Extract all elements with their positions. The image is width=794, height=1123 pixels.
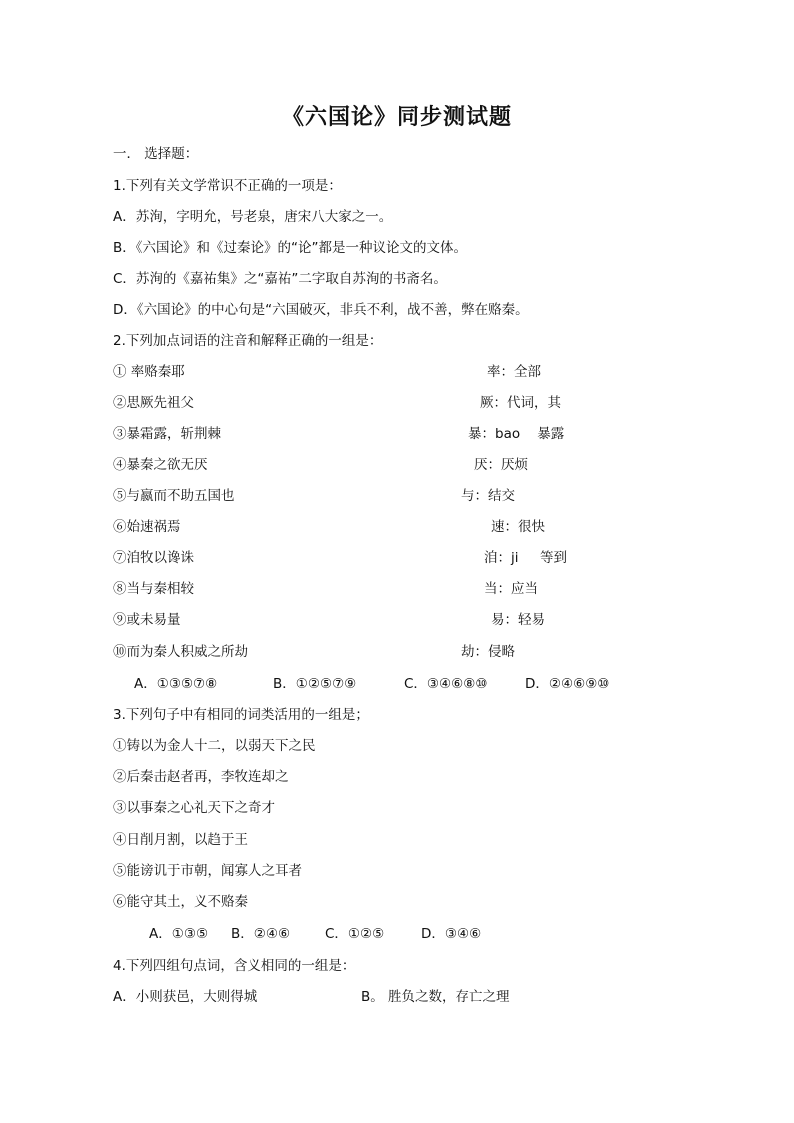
- question-3-item: ⑤能谤讥于市朝，闻寡人之耳者: [113, 863, 302, 879]
- question-3-answer-b: B．②④⑥: [231, 926, 291, 942]
- question-3-item: ①铸以为金人十二，以弱天下之民: [113, 738, 316, 754]
- question-2-answer-b: B．①②⑤⑦⑨: [273, 676, 357, 692]
- question-3-item: ⑥能守其土，义不赂秦: [113, 894, 248, 910]
- question-2-item-left: ⑤与嬴而不助五国也: [113, 488, 235, 504]
- question-1-option-d: D．《六国论》的中心句是“六国破灭，非兵不利，战不善，弊在赂秦。: [113, 302, 529, 318]
- question-2-item-left: ⑩而为秦人积威之所劫: [113, 644, 248, 660]
- question-2-item-right: 洎：ji 等到: [484, 550, 567, 566]
- question-2-item-left: ⑧当与秦相较: [113, 581, 194, 597]
- question-2-item-right: 厌：厌烦: [474, 457, 528, 473]
- question-3-item: ④日削月割，以趋于王: [113, 832, 248, 848]
- question-2-answer-d: D．②④⑥⑨⑩: [525, 676, 610, 692]
- question-4-stem: 4.下列四组句点词，含义相同的一组是：: [113, 958, 356, 974]
- question-2-item-right: 易：轻易: [491, 612, 545, 628]
- question-2-item-right: 率：全部: [487, 364, 541, 380]
- question-2-item-left: ① 率赂秦耶: [113, 364, 185, 380]
- question-3-item: ②后秦击赵者再，李牧连却之: [113, 769, 289, 785]
- question-1-option-c: C．苏洵的《嘉祐集》之“嘉祐”二字取自苏洵的书斋名。: [113, 271, 447, 287]
- question-2-item-left: ④暴秦之欲无厌: [113, 457, 208, 473]
- question-2-answer-c: C．③④⑥⑧⑩: [404, 676, 488, 692]
- question-1-option-a: A．苏洵，字明允，号老泉，唐宋八大家之一。: [113, 209, 393, 225]
- question-3-stem: 3.下列句子中有相同的词类活用的一组是；: [113, 707, 369, 723]
- page-title: 《六国论》同步测试题: [281, 104, 512, 130]
- question-3-answer-c: C．①②⑤: [325, 926, 385, 942]
- question-2-item-left: ②思厥先祖父: [113, 395, 194, 411]
- question-2-item-right: 当：应当: [484, 581, 538, 597]
- question-4-option-a: A．小则获邑，大则得城: [113, 989, 258, 1005]
- question-2-item-left: ⑥始速祸焉: [113, 519, 181, 535]
- question-3-item: ③以事秦之心礼天下之奇才: [113, 800, 275, 816]
- question-2-item-right: 劫：侵略: [461, 644, 515, 660]
- question-1-stem: 1.下列有关文学常识不正确的一项是：: [113, 178, 342, 194]
- question-2-item-left: ⑨或未易量: [113, 612, 181, 628]
- question-3-answer-a: A．①③⑤: [149, 926, 209, 942]
- question-2-item-left: ③暴霜露，斩荆棘: [113, 426, 221, 442]
- question-2-item-right: 暴：bao 暴露: [468, 426, 565, 442]
- section-heading: 一． 选择题：: [113, 146, 199, 162]
- question-2-item-left: ⑦洎牧以谗诛: [113, 550, 194, 566]
- question-2-item-right: 与：结交: [461, 488, 515, 504]
- question-4-option-b: B。 胜负之数，存亡之理: [361, 989, 510, 1005]
- question-2-answer-a: A．①③⑤⑦⑧: [134, 676, 218, 692]
- question-1-option-b: B．《六国论》和《过秦论》的“论”都是一种议论文的文体。: [113, 240, 467, 256]
- question-2-stem: 2.下列加点词语的注音和解释正确的一组是：: [113, 333, 383, 349]
- question-2-item-right: 速：很快: [491, 519, 545, 535]
- question-3-answer-d: D．③④⑥: [421, 926, 482, 942]
- question-2-item-right: 厥：代词，其: [480, 395, 561, 411]
